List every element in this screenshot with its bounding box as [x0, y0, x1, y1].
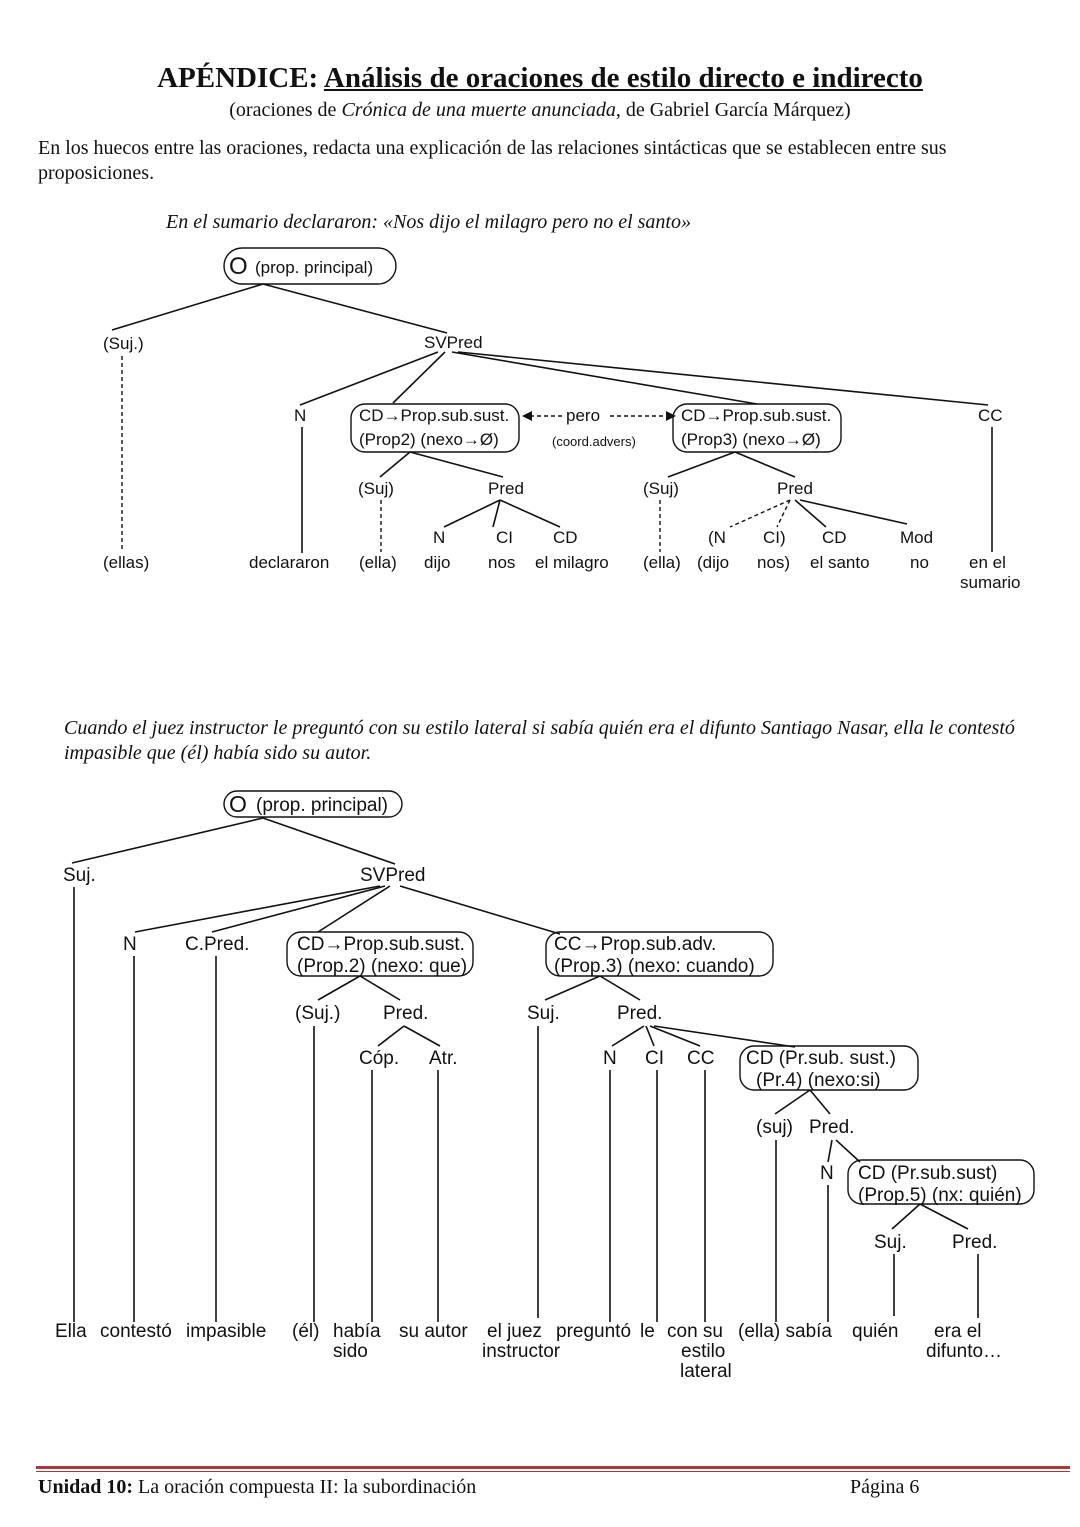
title-prefix: APÉNDICE: — [157, 62, 319, 94]
ci-a-label: CI — [496, 528, 513, 547]
svpred-label: SVPred — [424, 333, 483, 352]
word-milagro: el milagro — [535, 553, 609, 572]
cc3-prop-line2: (Prop.3) (nexo: cuando) — [554, 956, 755, 977]
word-ellas: (ellas) — [103, 553, 150, 572]
cd5-line1: CD (Pr.sub.sust) — [858, 1163, 998, 1184]
word2-le: le — [640, 1321, 655, 1342]
word2-era-el: era el — [934, 1321, 982, 1342]
word2-ella: Ella — [55, 1321, 87, 1342]
footer-unit-title: La oración compuesta II: la subordinación — [133, 1476, 477, 1498]
suj2c-label: (suj) — [756, 1117, 793, 1138]
cd4-line1: CD (Pr.sub. sust.) — [746, 1048, 896, 1069]
cpred-label: C.Pred. — [185, 934, 250, 955]
word2-ella-sabia: (ella) sabía — [738, 1321, 832, 1342]
suj-label: (Suj.) — [103, 334, 144, 353]
pred-a-label: Pred — [488, 479, 524, 498]
word2-habia: había — [333, 1321, 381, 1342]
instructions: En los huecos entre las oraciones, redacta una explicación de las relaciones sintácticas que se establecen entre sus proposiciones. — [38, 137, 947, 184]
subtitle-book: Crónica de una muerte anunciada — [341, 99, 616, 121]
atr-label: Atr. — [429, 1048, 458, 1069]
word2-impasible: impasible — [186, 1321, 267, 1342]
cc-label: CC — [978, 406, 1003, 425]
n2-label: N — [123, 934, 137, 955]
cc2b-label: CC — [687, 1048, 715, 1069]
word2-instructor: instructor — [482, 1341, 561, 1362]
suj2b-label: Suj. — [527, 1003, 560, 1024]
word2-contesto: contestó — [100, 1321, 172, 1342]
cd2-prop-line1: CD→Prop.sub.sust. — [297, 934, 465, 955]
word2-el-juez: el juez — [487, 1321, 542, 1342]
word2-pregunto: preguntó — [556, 1321, 632, 1342]
word2-difunto: difunto… — [926, 1341, 1003, 1362]
n2c-label: N — [820, 1163, 834, 1184]
pero-label: pero — [566, 406, 601, 425]
pred2d-label: Pred. — [952, 1232, 998, 1253]
pred2b-label: Pred. — [617, 1003, 663, 1024]
suj2a-label: (Suj.) — [295, 1003, 341, 1024]
word2-su-autor: su autor — [399, 1321, 468, 1342]
subtitle-pre: (oraciones de — [229, 99, 342, 121]
tree-2 — [55, 791, 1034, 1382]
sentence-1: En el sumario declararon: «Nos dijo el milagro pero no el santo» — [166, 211, 691, 233]
svpred2-label: SVPred — [360, 865, 426, 886]
mod-label: Mod — [900, 528, 934, 547]
footer-unit — [38, 1476, 476, 1499]
word-en-el: en el — [969, 553, 1006, 572]
root-o: O — [229, 253, 248, 280]
word2-el: (él) — [292, 1321, 320, 1342]
cd2-line1: CD→Prop.sub.sust. — [681, 406, 832, 425]
suj-b-label: (Suj) — [643, 479, 679, 498]
word-dijo-b: (dijo — [697, 553, 730, 572]
footer-rule-thin — [36, 1471, 1070, 1472]
word-nos-a: nos — [488, 553, 516, 572]
word2-estilo: estilo — [681, 1341, 726, 1362]
word-dijo-a: dijo — [424, 553, 451, 572]
suj2-label: Suj. — [63, 865, 96, 886]
word-nos-b: nos) — [757, 553, 791, 572]
word-declararon: declararon — [249, 553, 330, 572]
root2-o: O — [229, 791, 247, 817]
word-no: no — [910, 553, 929, 572]
footer-page: Página 6 — [850, 1476, 920, 1498]
n2b-label: N — [603, 1048, 617, 1069]
sentence-2: Cuando el juez instructor le preguntó con su estilo lateral si sabía quién era el difunto Santiago Nasar, ella le contestó impasible que (él) había sido su autor. — [64, 717, 1015, 764]
n-b-label: (N — [708, 528, 726, 547]
cd2-prop-line2: (Prop.2) (nexo: que) — [297, 956, 468, 977]
pred2a-label: Pred. — [383, 1003, 429, 1024]
word-ella-a: (ella) — [359, 553, 397, 572]
word2-sido: sido — [333, 1341, 368, 1362]
word-santo: el santo — [810, 553, 870, 572]
tree-1 — [103, 248, 1020, 592]
cop-label: Cóp. — [359, 1048, 400, 1069]
root2-label: (prop. principal) — [256, 795, 388, 816]
cc3-prop-line1: CC→Prop.sub.adv. — [554, 934, 717, 955]
word2-quien: quién — [852, 1321, 899, 1342]
cd4-line2: (Pr.4) (nexo:si) — [756, 1070, 881, 1091]
n-a-label: N — [433, 528, 446, 547]
ci-b-label: CI) — [763, 528, 786, 547]
pred2c-label: Pred. — [809, 1117, 855, 1138]
cd-a-label: CD — [553, 528, 578, 547]
title-main: Análisis de oraciones de estilo directo e indirecto — [323, 62, 923, 94]
cd2-line2: (Prop3) (nexo→Ø) — [681, 430, 821, 449]
suj2d-label: Suj. — [874, 1232, 907, 1253]
ci2b-label: CI — [645, 1048, 664, 1069]
footer-unit-label: Unidad 10: — [38, 1476, 134, 1498]
word-sumario: sumario — [960, 573, 1021, 592]
subtitle-post: , de Gabriel García Márquez) — [615, 99, 851, 121]
coord-label: (coord.advers) — [552, 434, 636, 449]
suj-a-label: (Suj) — [358, 479, 394, 498]
footer-rule — [36, 1466, 1070, 1469]
root-label: (prop. principal) — [255, 258, 374, 277]
cd1-line1: CD→Prop.sub.sust. — [359, 406, 510, 425]
cd5-line2: (Prop.5) (nx: quién) — [858, 1185, 1022, 1206]
n-label: N — [294, 406, 307, 425]
word2-lateral: lateral — [680, 1361, 732, 1382]
cd-b-label: CD — [822, 528, 847, 547]
pred-b-label: Pred — [777, 479, 813, 498]
word-ella-b: (ella) — [643, 553, 681, 572]
cd1-line2: (Prop2) (nexo→Ø) — [359, 430, 499, 449]
word2-con-su: con su — [667, 1321, 723, 1342]
